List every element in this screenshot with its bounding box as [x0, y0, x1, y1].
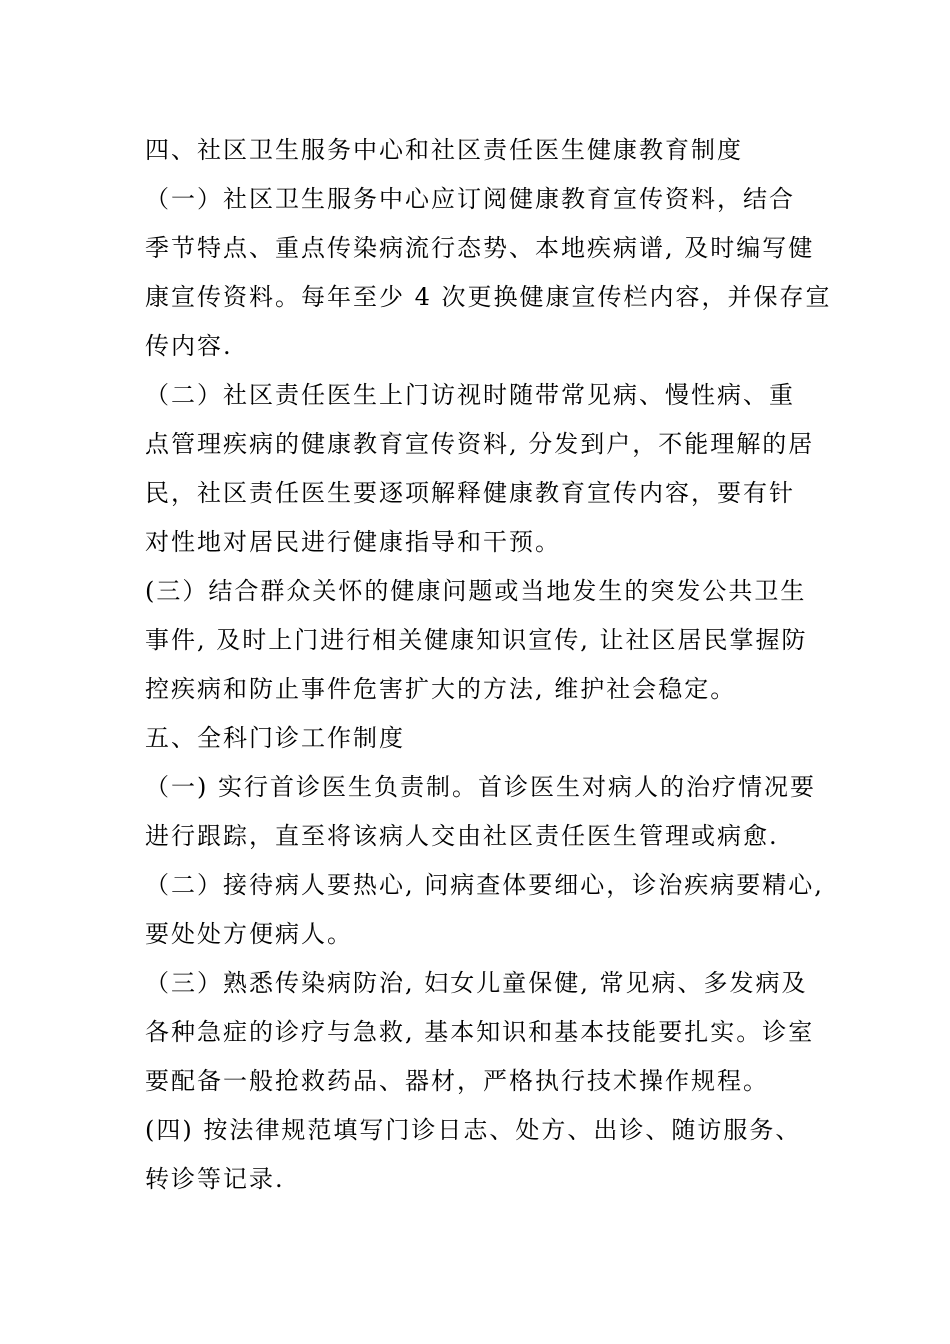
- paragraph-line: （二）社区责任医生上门访视时随带常见病、慢性病、重: [145, 381, 795, 409]
- paragraph-line: 点管理疾病的健康教育宣传资料, 分发到户，不能理解的居: [145, 430, 815, 458]
- paragraph-line: （一）社区卫生服务中心应订阅健康教育宣传资料，结合: [145, 185, 795, 213]
- section-heading-four: 四、社区卫生服务中心和社区责任医生健康教育制度: [145, 136, 743, 164]
- paragraph-line: 要处处方便病人。: [145, 920, 353, 948]
- paragraph-line: (四) 按法律规范填写门诊日志、处方、出诊、随访服务、: [145, 1116, 802, 1144]
- paragraph-line: 季节特点、重点传染病流行态势、本地疾病谱, 及时编写健: [145, 234, 815, 262]
- paragraph-line: 传内容.: [145, 332, 233, 360]
- paragraph-line: 事件, 及时上门进行相关健康知识宣传, 让社区居民掌握防: [145, 626, 808, 654]
- paragraph-line: 各种急症的诊疗与急救, 基本知识和基本技能要扎实。诊室: [145, 1018, 815, 1046]
- paragraph-line: 进行跟踪，直至将该病人交由社区责任医生管理或病愈.: [145, 822, 779, 850]
- paragraph-line: 康宣传资料。每年至少 4 次更换健康宣传栏内容，并保存宣: [145, 283, 832, 311]
- paragraph-line: 要配备一般抢救药品、器材，严格执行技术操作规程。: [145, 1067, 769, 1095]
- paragraph-line: 对性地对居民进行健康指导和干预。: [145, 528, 561, 556]
- paragraph-line: 民，社区责任医生要逐项解释健康教育宣传内容，要有针: [145, 479, 795, 507]
- paragraph-line: （二）接待病人要热心, 问病查体要细心，诊治疾病要精心,: [145, 871, 824, 899]
- section-heading-five: 五、全科门诊工作制度: [145, 724, 405, 752]
- paragraph-line: （一) 实行首诊医生负责制。首诊医生对病人的治疗情况要: [145, 773, 816, 801]
- paragraph-line: （三）熟悉传染病防治, 妇女儿童保健, 常见病、多发病及: [145, 969, 808, 997]
- document-body: [145, 126, 832, 1204]
- paragraph-line: 转诊等记录.: [145, 1165, 285, 1193]
- paragraph-line: (三）结合群众关怀的健康问题或当地发生的突发公共卫生: [145, 577, 807, 605]
- paragraph-line: 控疾病和防止事件危害扩大的方法, 维护社会稳定。: [145, 675, 737, 703]
